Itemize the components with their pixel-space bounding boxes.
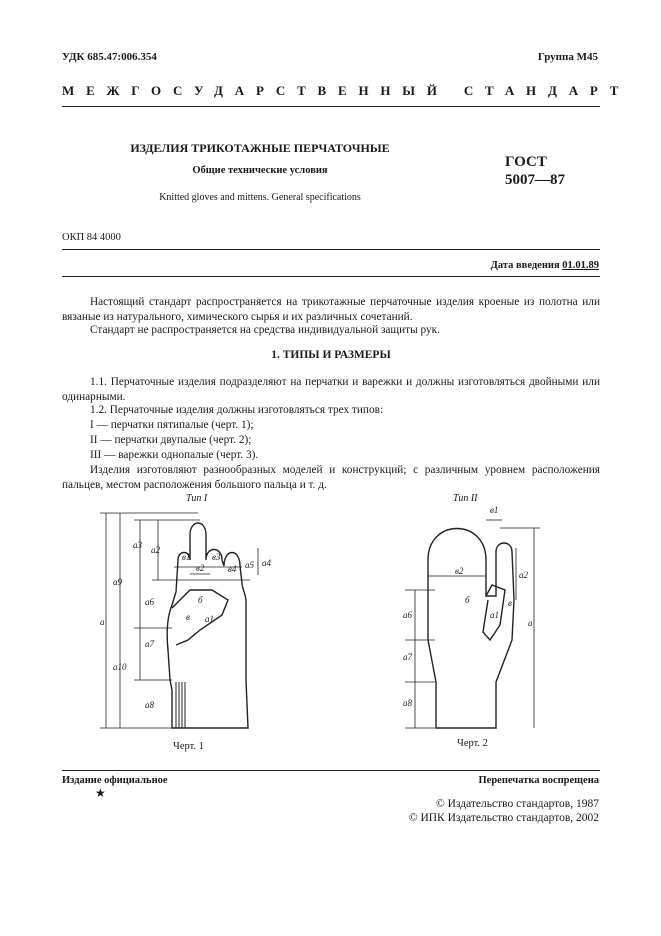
dim-a7: a7 xyxy=(145,639,154,649)
dim-b: б xyxy=(465,595,470,605)
dim-v2: в2 xyxy=(455,566,464,576)
dim-a8: a8 xyxy=(145,700,154,710)
dim-a8: a8 xyxy=(403,698,412,708)
dim-v1: в1 xyxy=(182,552,191,562)
gost-number: 5007—87 xyxy=(505,172,565,188)
intro-paragraph-2: Стандарт не распространяется на средства индивидуальной защиты рук. xyxy=(90,324,440,336)
dim-a3: a3 xyxy=(133,540,142,550)
figure-1-caption: Черт. 1 xyxy=(173,741,204,752)
cuff-ribbing xyxy=(176,682,185,728)
copyright-1987: © Издательство стандартов, 1987 xyxy=(435,798,599,810)
figure-2-caption: Черт. 2 xyxy=(457,738,488,749)
figure-1-type-label: Тип I xyxy=(186,493,208,504)
dim-b: б xyxy=(198,595,203,605)
dim-v1: в1 xyxy=(490,505,499,515)
dim-a6: a6 xyxy=(403,610,412,620)
dim-v4: в4 xyxy=(228,564,237,574)
dim-a2: a2 xyxy=(519,570,528,580)
dim-a4: a4 xyxy=(262,558,271,568)
dim-v: в xyxy=(186,612,190,622)
dim-a5: a5 xyxy=(245,560,254,570)
dim-a9: a9 xyxy=(113,577,122,587)
english-title: Knitted gloves and mittens. General specifications xyxy=(159,192,361,203)
clause-1-2: 1.2. Перчаточные изделия должны изготовляться трех типов: xyxy=(90,404,384,416)
effective-date-label: Дата введения xyxy=(490,260,560,271)
date-rule xyxy=(62,276,600,277)
figure-1-glove-drawing xyxy=(95,488,295,738)
okp-rule xyxy=(62,249,600,250)
type-i: I — перчатки пятипалые (черт. 1); xyxy=(90,419,254,431)
dim-v3: в3 xyxy=(212,552,221,562)
reprint-prohibited: Перепечатка воспрещена xyxy=(478,775,599,786)
document-title: ИЗДЕЛИЯ ТРИКОТАЖНЫЕ ПЕРЧАТОЧНЫЕ xyxy=(130,141,390,155)
dim-a2: a2 xyxy=(151,545,160,555)
udk-code: УДК 685.47:006.354 xyxy=(62,51,157,63)
intro-paragraph-1: Настоящий стандарт распространяется на трикотажные перчаточные изделия кроеные из полотна или вязаные из натурального, химического сырья и их различных сочетаний. xyxy=(62,296,600,323)
dim-a1: a1 xyxy=(490,610,499,620)
effective-date-value: 01.01.89 xyxy=(562,260,599,271)
dim-a6: a6 xyxy=(145,597,154,607)
star-icon: ★ xyxy=(95,786,106,800)
type-ii: II — перчатки двупалые (черт. 2); xyxy=(90,434,252,446)
models-paragraph: Изделия изготовляют разнообразных моделей и конструкций; с различным уровнем расположения пальцев, местом расположения большого пальца и т. д. xyxy=(62,464,600,491)
effective-date xyxy=(491,260,599,271)
dim-a10: a10 xyxy=(113,662,127,672)
dim-a: a xyxy=(528,618,533,628)
group-code: Группа М45 xyxy=(537,51,598,63)
copyright-2002: © ИПК Издательство стандартов, 2002 xyxy=(408,812,599,824)
figure-2-glove-drawing xyxy=(385,488,550,738)
figure-2-type-label: Тип II xyxy=(453,493,478,504)
dim-a7: a7 xyxy=(403,652,412,662)
dim-a1: а1 xyxy=(205,614,214,624)
dim-v: в xyxy=(508,598,512,608)
header-rule xyxy=(62,106,600,107)
dimension-lines xyxy=(405,520,540,728)
dim-a: a xyxy=(100,617,105,627)
interstate-standard-banner: МЕЖГОСУДАРСТВЕННЫЙ СТАНДАРТ xyxy=(62,83,631,98)
glove-outline xyxy=(428,529,514,729)
dim-v2: в2 xyxy=(196,563,205,573)
clause-1-1: 1.1. Перчаточные изделия подразделяют на перчатки и варежки и должны изготовляться двойными или одинарными. xyxy=(62,376,600,403)
official-edition: Издание официальное xyxy=(62,775,168,786)
section-heading: 1. ТИПЫ И РАЗМЕРЫ xyxy=(271,349,391,361)
document-subtitle: Общие технические условия xyxy=(192,165,328,176)
footer-rule xyxy=(62,770,600,771)
type-iii: III — варежки однопалые (черт. 3). xyxy=(90,449,259,461)
okp-code: ОКП 84 4000 xyxy=(62,232,121,243)
gost-label: ГОСТ xyxy=(505,154,547,170)
